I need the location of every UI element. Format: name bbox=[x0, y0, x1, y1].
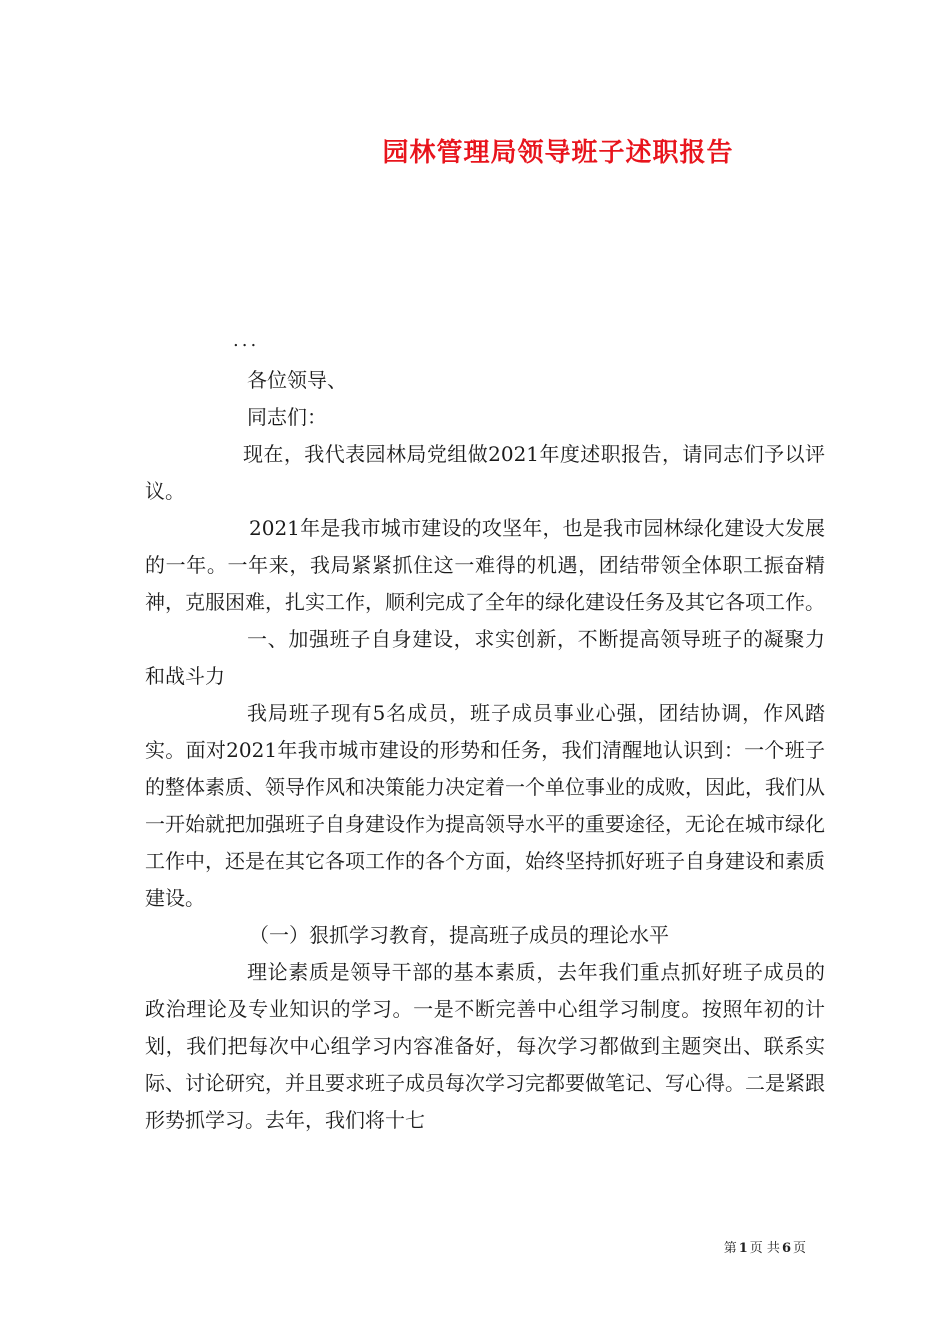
paragraph-team: 我局班子现有5名成员，班子成员事业心强，团结协调，作风踏实。面对2021年我市城市建设的形势和任务，我们清醒地认识到：一个班子的整体素质、领导作风和决策能力决定着一个单位事业的成败，因此，我们从一开始就把加强班子自身建设作为提高领导水平的重要途径，无论在城市绿化工作中，还是在其它各项工作的各个方面，始终坚持抓好班子自身建设和素质建设。 bbox=[145, 701, 825, 910]
footer-middle: 页 共 bbox=[749, 1241, 780, 1256]
paragraph-intro: 现在，我代表园林局党组做2021年度述职报告，请同志们予以评议。 bbox=[145, 442, 825, 503]
paragraph-overview: 2021年是我市城市建设的攻坚年，也是我市园林绿化建设大发展的一年。一年来，我局紧紧抓住这一难得的机遇，团结带领全体职工振奋精神，克服困难，扎实工作，顺利完成了全年的绿化建设任务及其它各项工作。 bbox=[145, 516, 825, 614]
document-title-wrap bbox=[0, 132, 950, 169]
section-heading-1: 一、加强班子自身建设，求实创新，不断提高领导班子的凝聚力和战斗力 bbox=[145, 627, 825, 688]
footer-page-number: 1 bbox=[738, 1241, 748, 1256]
paragraph-study: 理论素质是领导干部的基本素质，去年我们重点抓好班子成员的政治理论及专业知识的学习。一是不断完善中心组学习制度。按照年初的计划，我们把每次中心组学习内容准备好，每次学习都做到主题突出、联系实际、讨论研究，并且要求班子成员每次学习完都要做笔记、写心得。二是紧跟形势抓学习。去年，我们将十七 bbox=[145, 960, 825, 1132]
salutation-leaders: 各位领导、 bbox=[247, 368, 347, 392]
document-title: 园林管理局领导班子述职报告 bbox=[382, 138, 734, 168]
footer-total-pages: 6 bbox=[781, 1241, 791, 1256]
salutation-comrades: 同志们： bbox=[247, 405, 327, 429]
footer-prefix: 第 bbox=[723, 1241, 737, 1256]
document-body bbox=[145, 362, 825, 1139]
ellipsis-marker: ... bbox=[233, 330, 260, 351]
footer-suffix: 页 bbox=[792, 1241, 806, 1256]
subsection-heading-1: （一）狠抓学习教育，提高班子成员的理论水平 bbox=[249, 923, 669, 947]
page-footer bbox=[0, 1237, 806, 1256]
